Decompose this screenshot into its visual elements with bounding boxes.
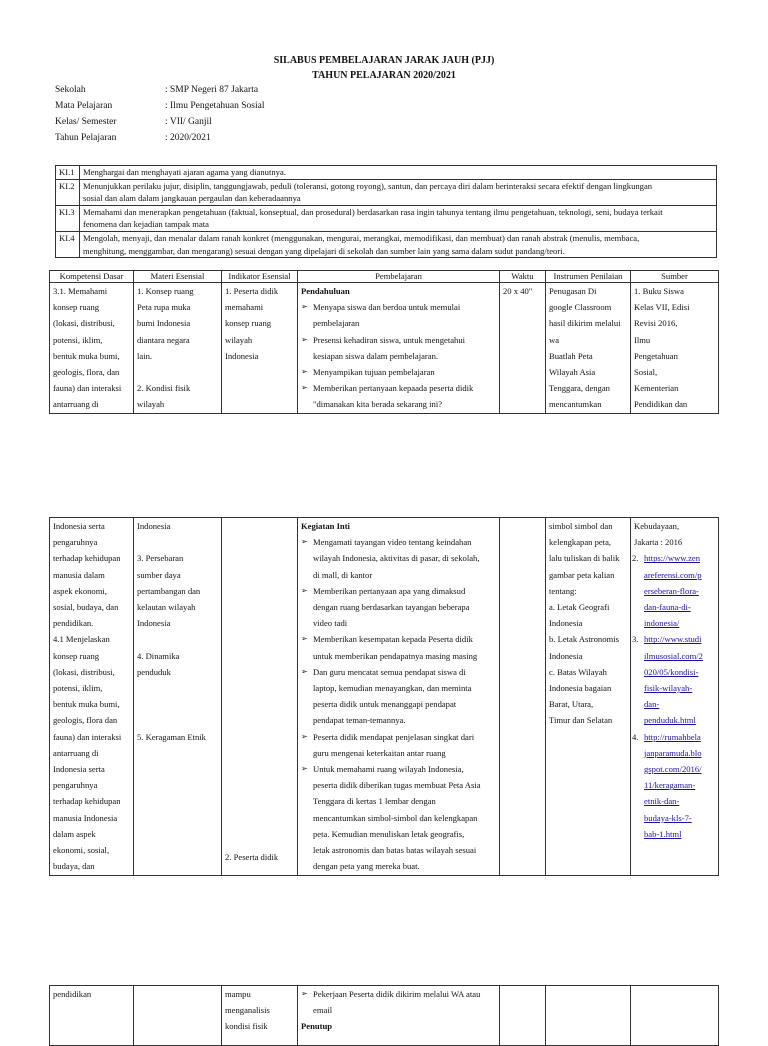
pembelajaran-line: ➢ Presensi kehadiran siswa, untuk mengetahui [301,332,496,348]
meta-value: : SMP Negeri 87 Jakarta [165,85,259,95]
pembelajaran-line: video tadi [313,618,348,629]
sumber-link-line [634,777,715,793]
column-header: Materi Esensial [134,271,222,283]
document-title: SILABUS PEMBELAJARAN JARAK JAUH (PJJ) [273,55,495,66]
pembelajaran-line: "dimanakan kita berada sekarang ini? [313,399,443,410]
source-link[interactable]: dan-fauna-di- [644,602,691,613]
kd-line: manusia Indonesia [53,812,118,823]
materi-line: diantara negara [137,334,190,345]
sumber-line: Revisi 2016, [634,318,678,329]
kd-line: sosial, budaya, dan [53,602,119,613]
kd-line: terhadap kehidupan [53,553,121,564]
sumber-cell [631,986,719,1046]
instrumen-line: a. Letak Geografi [549,602,610,613]
column-header: Kompetensi Dasar [50,271,134,283]
materi-line: Indonesia [137,618,171,629]
pembelajaran-line: laptop, kemudian menayangkan, dan meminta [313,683,472,694]
materi-line: sumber daya [137,569,181,580]
instrumen-line: hasil dikirim melalui [549,318,621,329]
sumber-line: Ilmu [634,334,651,345]
source-link[interactable]: budaya-kls-7- [644,812,692,823]
kd-cell [50,986,134,1046]
table-row [50,283,719,414]
instrumen-line: Indonesia [549,650,583,661]
kd-line: fauna) dan interaksi [53,731,122,742]
materi-line [137,680,218,696]
instrumen-line: Indonesia bagaian [549,683,612,694]
materi-line [137,712,218,728]
pembelajaran-line: peta. Kemudian menuliskan letak geografis, [313,828,465,839]
kd-line: pengaruhnya [53,537,98,548]
materi-line [137,631,218,647]
ki-text [80,166,717,180]
sumber-link-line [634,550,715,566]
instrumen-line: Tenggara, dengan [549,383,610,394]
ki-line: Memahami dan menerapkan pengetahuan (faktual, konseptual, dan prosedural) berdasarkan rasa ingin tahunya tentang ilmu pengetahuan, teknologi, seni, budaya terkait [83,206,663,217]
kd-line: pengaruhnya [53,780,98,791]
kd-line: antarruang di [53,747,99,758]
materi-cell [134,283,222,414]
indikator-line: konsep ruang [225,318,272,329]
source-link[interactable]: erseberan-flora- [644,585,699,596]
pembelajaran-cell [298,518,500,876]
kd-line: bentuk muka bumi, [53,699,120,710]
materi-line: bumi Indonesia [137,318,191,329]
materi-line: 5. Keragaman Etnik [137,731,206,742]
sumber-line: Sosial, [634,367,658,378]
instrumen-line: tentang: [549,585,577,596]
waktu-cell [500,518,546,876]
pembelajaran-line: pendapat teman-temannya. [313,715,406,726]
meta-label: Kelas/ Semester [55,117,117,127]
pembelajaran-line: guru mengenai keterkaitan antar ruang [313,747,446,758]
kd-line: manusia dalam [53,569,105,580]
ki-code: KI.1 [56,166,80,180]
kd-line: aspek ekonomi, [53,585,107,596]
source-link[interactable]: ilmusosial.com/2 [644,650,703,661]
ki-row [56,205,717,231]
materi-line: penduduk [137,666,171,677]
materi-line: 4. Dinamika [137,650,180,661]
meta-value: : 2020/2021 [165,133,211,143]
pembelajaran-line: pembelajaran [313,318,360,329]
sumber-link-line [634,583,715,599]
syllabus-table-page-2 [49,517,719,876]
instrumen-cell [546,283,631,414]
kd-cell [50,518,134,876]
pembelajaran-line: dengan peta yang mereka buat. [313,861,420,872]
waktu-value: 20 x 40" [503,286,533,296]
pembelajaran-line: ➢ Pekerjaan Peserta didik dikirim melalui WA atau [301,986,496,1002]
sumber-cell [631,518,719,876]
section-heading: Kegiatan Inti [301,521,350,531]
indikator-line: 1. Peserta didik [225,286,279,296]
materi-cell [134,518,222,876]
pembelajaran-line: untuk memberikan pendapatnya masing masing [313,650,478,661]
document-subtitle: TAHUN PELAJARAN 2020/2021 [312,70,456,81]
materi-line [137,364,218,380]
ki-row [56,231,717,257]
sumber-link-line [634,680,715,696]
ki-row [56,166,717,180]
source-link[interactable]: dan- [644,699,660,710]
ki-line: fenomena dan kejadian tampak mata [83,219,209,230]
instrumen-line: Indonesia [549,618,583,629]
instrumen-line: mencantumkan [549,399,602,410]
source-link[interactable]: bab-1.html [644,828,682,839]
instrumen-line: simbol simbol dan [549,521,613,531]
pembelajaran-line: ➢ Untuk memahami ruang wilayah Indonesia, [301,761,496,777]
instrumen-line: c. Batas Wilayah [549,666,607,677]
instrumen-line: gambar peta kalian [549,569,615,580]
kd-line: ekonomi, sosial, [53,845,110,856]
sumber-line: Kementerian [634,383,679,394]
materi-line: 2. Kondisi fisik [137,383,191,394]
column-header: Instrumen Penilaian [546,271,631,283]
sumber-link-line [634,810,715,826]
pembelajaran-line: email [313,1005,333,1016]
indikator-line: menganalisis [225,1005,270,1016]
sumber-line: 1. Buku Siswa [634,286,684,296]
sumber-cell [631,283,719,414]
table-row [50,518,719,876]
section-heading: Penutup [301,1021,333,1032]
kd-line: potensi, iklim, [53,334,103,345]
kd-line: dalam aspek [53,828,96,839]
source-link[interactable]: penduduk.html [644,715,696,726]
ki-line: menghitung, menggambar, dan mengarang) sesuai dengan yang dipelajari di sekolah dan sumber lain yang sama dalam sudut pandang/teori. [83,245,565,256]
source-link[interactable]: http://rumahbela [644,731,701,742]
indikator-line: mampu [225,989,251,999]
list-number: 4. [632,731,639,742]
pembelajaran-line: dengan ruang berdasarkan tayangan beberapa [313,602,470,613]
kd-line: terhadap kehidupan [53,796,121,807]
instrumen-line: Penugasan Di [549,286,597,296]
source-link[interactable]: 11/keragaman- [644,780,696,791]
instrumen-cell [546,986,631,1046]
sumber-link-line [634,696,715,712]
materi-line: lain. [137,350,153,361]
source-link[interactable]: indonesia/ [644,618,680,629]
kd-line: geologis, flora dan [53,715,118,726]
column-header: Sumber [631,271,719,283]
indikator-line: wilayah [225,334,253,345]
kd-line: pendidikan. [53,618,94,629]
instrumen-line: Timur dan Selatan [549,715,613,726]
ki-line: sosial dan alam dalam jangkauan pergaulan dan keberadaannya [83,193,301,204]
sumber-link-line [634,826,715,842]
kd-line: 3.1. Memahami [53,286,108,296]
indikator-cell [222,518,298,876]
ki-code: KI.4 [56,231,80,257]
section-heading: Pendahuluan [301,286,350,296]
ki-text [80,179,717,205]
pembelajaran-line: ➢ Menyapa siswa dan berdoa untuk memulai [301,299,496,315]
sumber-link-line [634,712,715,728]
sumber-link-line [634,793,715,809]
pembelajaran-line: ➢ Peserta didik mendapat penjelasan singkat dari [301,729,496,745]
instrumen-line: Wilayah Asia [549,367,596,378]
pembelajaran-line: ➢ Mengamati tayangan video tentang keindahan [301,534,496,550]
sumber-line: Kelas VII, Edisi [634,302,690,313]
indikator-line: memahami [225,302,264,313]
kd-line: budaya, dan [53,861,95,872]
pembelajaran-line: ➢ Memberikan pertanyaan apa yang dimaksud [301,583,496,599]
pembelajaran-cell [298,986,500,1046]
sumber-line: Kebudayaan, [634,521,680,531]
kd-line: potensi, iklim, [53,683,103,694]
kd-line: (lokasi, distribusi, [53,666,115,677]
ki-code: KI.3 [56,205,80,231]
pembelajaran-line: ➢ Memberikan kesempatan kepada Peserta didik [301,631,496,647]
indikator-cell [222,986,298,1046]
sumber-link-line [634,615,715,631]
pembelajaran-line: Tenggara di kertas 1 lembar dengan [313,796,436,807]
ki-line: Menunjukkan perilaku jujur, disiplin, tanggungjawab, peduli (toleransi, gotong royong), santun, dan percaya diri dalam berinteraksi secara efektif dengan lingkungan [83,180,653,191]
list-number: 2. [632,553,639,564]
waktu-cell [500,986,546,1046]
pembelajaran-line: ➢ Memberikan pertanyaan kepaada peserta didik [301,380,496,396]
sumber-line: Pengetahuan [634,350,678,361]
syllabus-table-page-1 [49,270,719,414]
materi-line: 3. Persebaran [137,553,184,564]
source-link[interactable]: areferensi.com/p [644,569,702,580]
ki-line: Mengolah, menyaji, dan menalar dalam ranah konkret (menggunakan, mengurai, merangkai, memodifikasi, dan membuat) dan ranah abstrak (menulis, membaca, [83,232,640,243]
indikator-line: 2. Peserta didik [225,852,279,862]
instrumen-line: lalu tuliskan di balik [549,553,620,564]
pembelajaran-line: peserta didik diberikan tugas membuat Peta Asia [313,780,481,791]
sumber-link-line [634,599,715,615]
meta-label: Mata Pelajaran [55,101,113,111]
sumber-link-line [634,761,715,777]
instrumen-line: wa [549,334,560,345]
source-link[interactable]: http://www.studi [644,634,702,645]
pembelajaran-line: letak astronomis dan batas batas wilayah sesuai [313,845,477,856]
materi-line: Indonesia [137,521,171,531]
column-header: Indikator Esensial [222,271,298,283]
source-link[interactable]: https://www.zen [644,553,701,564]
ki-code: KI.2 [56,179,80,205]
instrumen-cell [546,518,631,876]
pembelajaran-line: ➢ Dan guru mencatat semua pendapat siswa di [301,664,496,680]
sumber-link-line [634,631,715,647]
table-row [50,986,719,1046]
pembelajaran-line: kesiapan siswa dalam pembelajaran. [313,350,439,361]
instrumen-line: b. Letak Astronomis [549,634,619,645]
instrumen-line: Barat, Utara, [549,699,594,710]
sumber-link-line [634,664,715,680]
kd-line: konsep ruang [53,302,100,313]
source-link[interactable]: janparamuda.blo [644,747,702,758]
source-link[interactable]: 020/05/kondisi- [644,666,699,677]
kd-line: geologis, flora, dan [53,367,120,378]
materi-line: pertambangan dan [137,585,201,596]
sumber-link-line [634,567,715,583]
pembelajaran-line: wilayah Indonesia, aktivitas di pasar, di sekolah, [313,553,480,564]
indikator-cell [222,283,298,414]
kd-line: pendidikan [53,989,92,999]
waktu-cell [500,283,546,414]
column-header: Waktu [500,271,546,283]
kd-line: antarruang di [53,399,99,410]
meta-value: : VII/ Ganjil [165,117,212,127]
sumber-link-line [634,729,715,745]
kd-line: bentuk muka bumi, [53,350,120,361]
pembelajaran-line: di mall, di kantor [313,569,373,580]
ki-text [80,205,717,231]
instrumen-line: google Classroom [549,302,612,313]
sumber-line: Jakarta : 2016 [634,537,683,548]
indikator-line: kondisi fisik [225,1021,268,1032]
sumber-link-line [634,745,715,761]
instrumen-line: Buatlah Peta [549,350,593,361]
source-link[interactable]: etnik-dan- [644,796,680,807]
materi-line [137,696,218,712]
source-link[interactable]: fisik-wilayah- [644,683,693,694]
kd-line: fauna) dan interaksi [53,383,122,394]
materi-line: kelautan wilayah [137,602,196,613]
pembelajaran-cell [298,283,500,414]
sumber-line: Pendidikan dan [634,399,688,410]
materi-line [137,534,218,550]
materi-line: wilayah [137,399,165,410]
column-header: Pembelajaran [298,271,500,283]
kd-line: Indonesia serta [53,764,105,775]
header-row [50,271,719,283]
meta-label: Sekolah [55,85,86,95]
kd-line: konsep ruang [53,650,100,661]
meta-label: Tahun Pelajaran [55,133,117,143]
kd-line: 4.1 Menjelaskan [53,634,110,645]
ki-table [55,165,717,258]
materi-line: Peta rupa muka [137,302,191,313]
pembelajaran-line: ➢ Menyampikan tujuan pembelajaran [301,364,496,380]
meta-value: : Ilmu Pengetahuan Sosial [165,101,265,111]
materi-cell [134,986,222,1046]
kd-line: (lokasi, distribusi, [53,318,115,329]
ki-row [56,179,717,205]
ki-text [80,231,717,257]
list-number: 3. [632,634,639,645]
kd-cell [50,283,134,414]
ki-line: Menghargai dan menghayati ajaran agama yang dianutnya. [83,167,286,177]
indikator-line: Indonesia [225,350,259,361]
pembelajaran-line: peserta didik untuk menanggapi pendapat [313,699,457,710]
kd-line: Indonesia serta [53,521,105,531]
source-link[interactable]: gspot.com/2016/ [644,764,702,775]
pembelajaran-line: mencantumkan simbol-simbol dan kelengkapan [313,812,478,823]
sumber-link-line [634,648,715,664]
syllabus-table-page-3 [49,985,719,1046]
instrumen-line: kelengkapan peta, [549,537,612,548]
materi-line: 1. Konsep ruang [137,286,194,296]
